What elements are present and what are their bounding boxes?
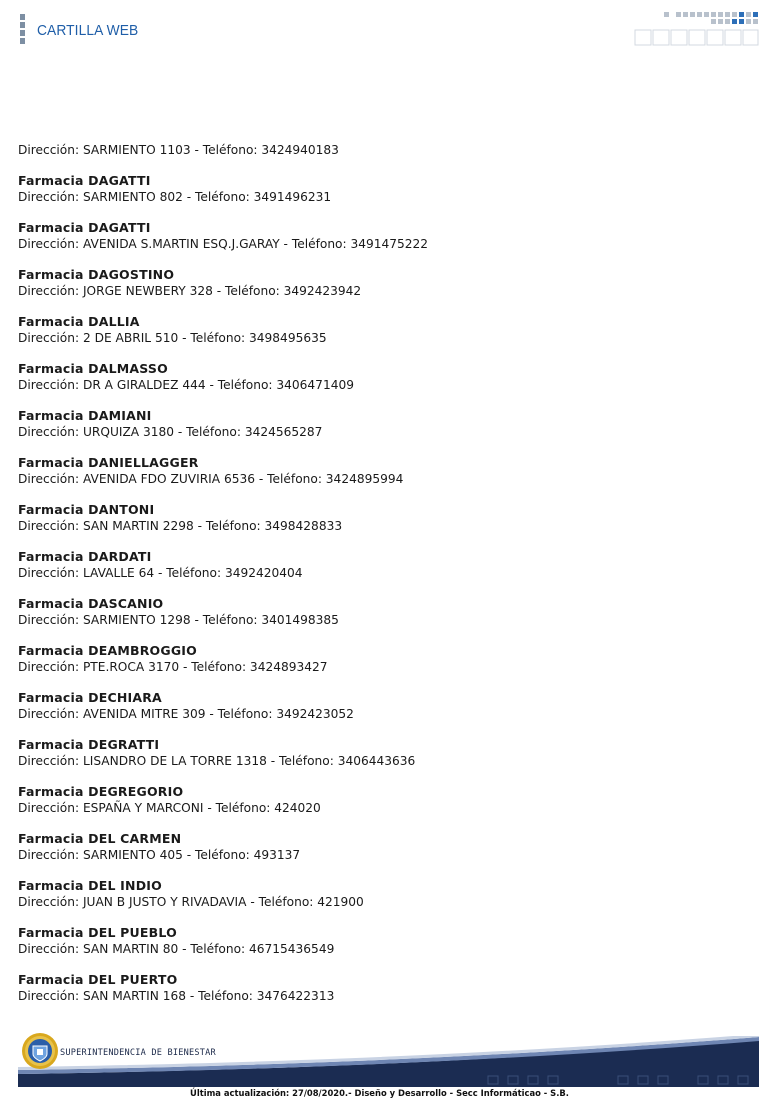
footer-update-text: Última actualización: 27/08/2020.- Diseño y Desarrollo - Secc Informáticao - S.B. [190,1088,569,1098]
header-mark-icon [20,14,25,46]
pharmacy-entry [18,314,741,346]
pharmacy-entry [18,878,741,910]
pharmacy-entry [18,502,741,534]
pharmacy-address: Dirección: SARMIENTO 405 - Teléfono: 493137 [18,848,301,862]
pharmacy-address: Dirección: SAN MARTIN 168 - Teléfono: 3476422313 [18,989,335,1003]
pharmacy-address: Dirección: SARMIENTO 802 - Teléfono: 3491496231 [18,190,332,204]
pharmacy-address: Dirección: JUAN B JUSTO Y RIVADAVIA - Teléfono: 421900 [18,895,364,909]
pharmacy-address: Dirección: URQUIZA 3180 - Teléfono: 3424565287 [18,425,323,439]
pharmacy-entry [18,737,741,769]
pharmacy-list [18,142,741,1019]
pharmacy-entry [18,267,741,299]
pharmacy-entry [18,925,741,957]
pharmacy-entry [18,549,741,581]
footer-org-name: SUPERINTENDENCIA DE BIENESTAR [60,1048,216,1058]
pharmacy-address: Dirección: SAN MARTIN 80 - Teléfono: 46715436549 [18,942,335,956]
pharmacy-address: Dirección: SAN MARTIN 2298 - Teléfono: 3498428833 [18,519,343,533]
pharmacy-address: Dirección: AVENIDA MITRE 309 - Teléfono: 3492423052 [18,707,354,721]
pixel-grid-decoration-icon [634,10,759,48]
pharmacy-entry [18,690,741,722]
pharmacy-name: Farmacia DAGATTI [18,173,151,188]
pharmacy-entry [18,408,741,440]
pharmacy-name: Farmacia DEGREGORIO [18,784,184,799]
pharmacy-address: Dirección: AVENIDA FDO ZUVIRIA 6536 - Teléfono: 3424895994 [18,472,404,486]
pharmacy-address: Dirección: ESPAÑA Y MARCONI - Teléfono: 424020 [18,801,321,815]
pharmacy-name: Farmacia DEAMBROGGIO [18,643,197,658]
pharmacy-name: Farmacia DARDATI [18,549,152,564]
pharmacy-name: Farmacia DAGATTI [18,220,151,235]
pharmacy-address: Dirección: SARMIENTO 1298 - Teléfono: 3401498385 [18,613,339,627]
pharmacy-address: Dirección: 2 DE ABRIL 510 - Teléfono: 3498495635 [18,331,327,345]
pharmacy-entry [18,972,741,1004]
pharmacy-name: Farmacia DANIELLAGGER [18,455,199,470]
pharmacy-name: Farmacia DEL CARMEN [18,831,182,846]
pharmacy-name: Farmacia DEL PUEBLO [18,925,177,940]
page-title: CARTILLA WEB [37,22,139,39]
pharmacy-name: Farmacia DALLIA [18,314,140,329]
pharmacy-name: Farmacia DASCANIO [18,596,164,611]
pharmacy-entry [18,455,741,487]
pharmacy-entry [18,220,741,252]
pharmacy-entry [18,173,741,205]
pharmacy-name: Farmacia DAMIANI [18,408,152,423]
pharmacy-address: Dirección: PTE.ROCA 3170 - Teléfono: 3424893427 [18,660,328,674]
pharmacy-name: Farmacia DALMASSO [18,361,168,376]
pharmacy-address: Dirección: JORGE NEWBERY 328 - Teléfono: 3492423942 [18,284,362,298]
footer-band [18,1036,759,1087]
pharmacy-name: Farmacia DANTONI [18,502,155,517]
pharmacy-address: Dirección: LAVALLE 64 - Teléfono: 3492420404 [18,566,303,580]
pharmacy-address: Dirección: AVENIDA S.MARTIN ESQ.J.GARAY - Teléfono: 3491475222 [18,237,429,251]
pharmacy-entry [18,784,741,816]
pharmacy-name: Farmacia DEL PUERTO [18,972,178,987]
pharmacy-entry [18,596,741,628]
continuation-address: Dirección: SARMIENTO 1103 - Teléfono: 3424940183 [18,143,339,157]
pharmacy-entry [18,831,741,863]
pharmacy-address: Dirección: LISANDRO DE LA TORRE 1318 - Teléfono: 3406443636 [18,754,416,768]
police-badge-emblem-icon [21,1032,59,1070]
pharmacy-name: Farmacia DEL INDIO [18,878,162,893]
pharmacy-name: Farmacia DEGRATTI [18,737,160,752]
pharmacy-name: Farmacia DECHIARA [18,690,162,705]
pharmacy-address: Dirección: DR A GIRALDEZ 444 - Teléfono: 3406471409 [18,378,354,392]
pharmacy-name: Farmacia DAGOSTINO [18,267,175,282]
pharmacy-entry [18,643,741,675]
pharmacy-entry [18,361,741,393]
